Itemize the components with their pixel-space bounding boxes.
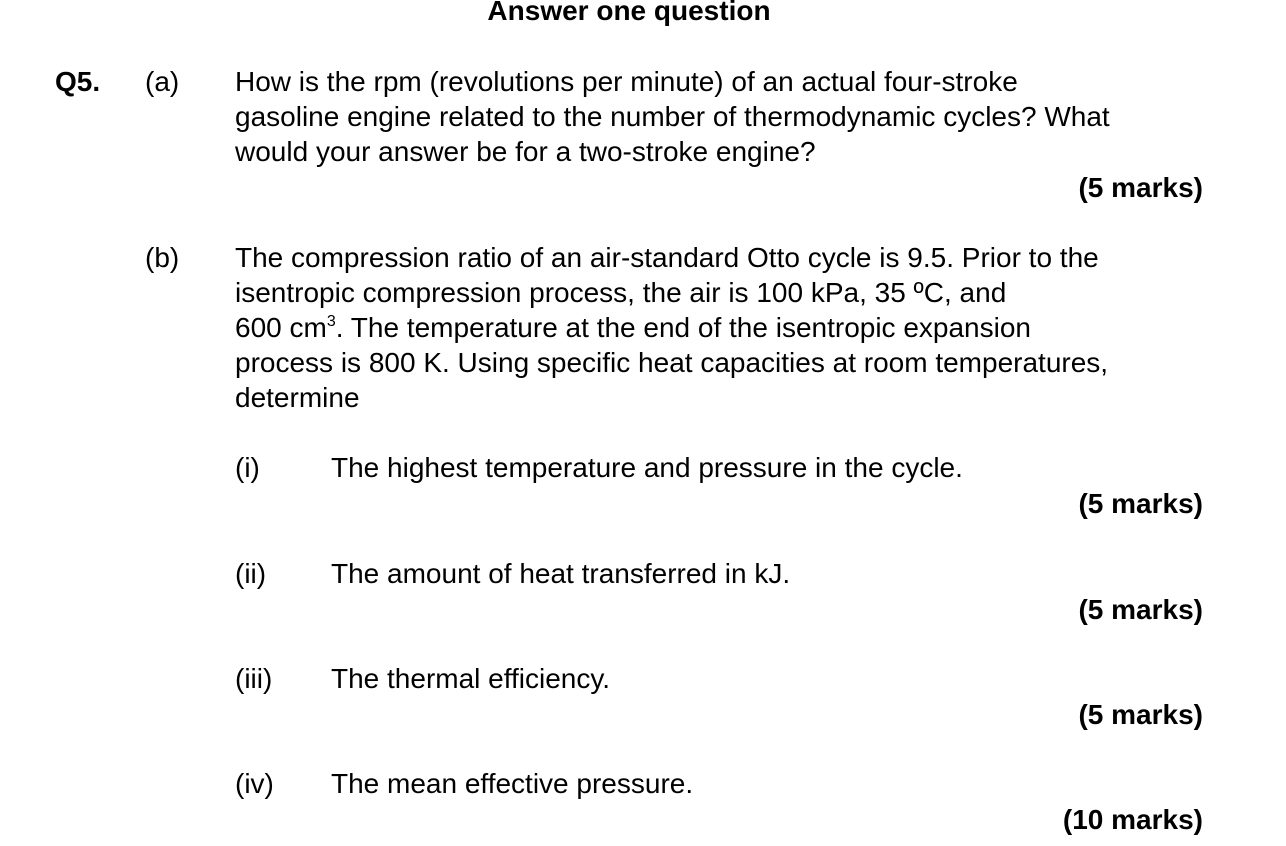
part-b-line: determine	[235, 382, 360, 413]
subpart-iv-marks: (10 marks)	[1062, 804, 1203, 835]
subpart-iv-label: (iv)	[235, 768, 274, 799]
subpart-i-text: The highest temperature and pressure in the cycle.	[331, 452, 963, 483]
subpart-i-marks: (5 marks)	[1078, 488, 1203, 519]
volume-text: 600 cm	[235, 312, 327, 343]
part-b-line: process is 800 K. Using specific heat capacities at room temperatures,	[235, 347, 1109, 378]
part-a-marks: (5 marks)	[1078, 172, 1203, 203]
part-a-label: (a)	[145, 66, 180, 97]
subpart-iii-text: The thermal efficiency.	[331, 663, 611, 694]
subpart-iv-text: The mean effective pressure.	[331, 768, 694, 799]
subpart-iii-marks: (5 marks)	[1078, 699, 1203, 730]
subpart-iii-label: (iii)	[235, 663, 273, 694]
subpart-i-label: (i)	[235, 452, 260, 483]
subpart-ii-text: The amount of heat transferred in kJ.	[331, 558, 791, 589]
part-b-label: (b)	[145, 242, 180, 273]
page-title: Answer one question	[487, 0, 771, 26]
question-number: Q5.	[55, 66, 101, 97]
part-b-line: isentropic compression process, the air is 100 kPa, 35 ºC, and	[235, 277, 1007, 308]
part-a-line: How is the rpm (revolutions per minute) of an actual four-stroke	[235, 66, 1018, 97]
volume-text-rest: . The temperature at the end of the isentropic expansion	[335, 312, 1031, 343]
part-a-line: would your answer be for a two-stroke engine?	[235, 136, 816, 167]
part-b-line: The compression ratio of an air-standard Otto cycle is 9.5. Prior to the	[235, 242, 1099, 273]
subpart-ii-marks: (5 marks)	[1078, 594, 1203, 625]
part-b-line-volume	[235, 310, 1108, 345]
part-b-text	[235, 240, 1108, 415]
volume-exponent: 3	[326, 313, 336, 330]
part-a-text	[235, 64, 1110, 169]
part-a-line: gasoline engine related to the number of thermodynamic cycles? What	[235, 101, 1110, 132]
subpart-ii-label: (ii)	[235, 558, 267, 589]
